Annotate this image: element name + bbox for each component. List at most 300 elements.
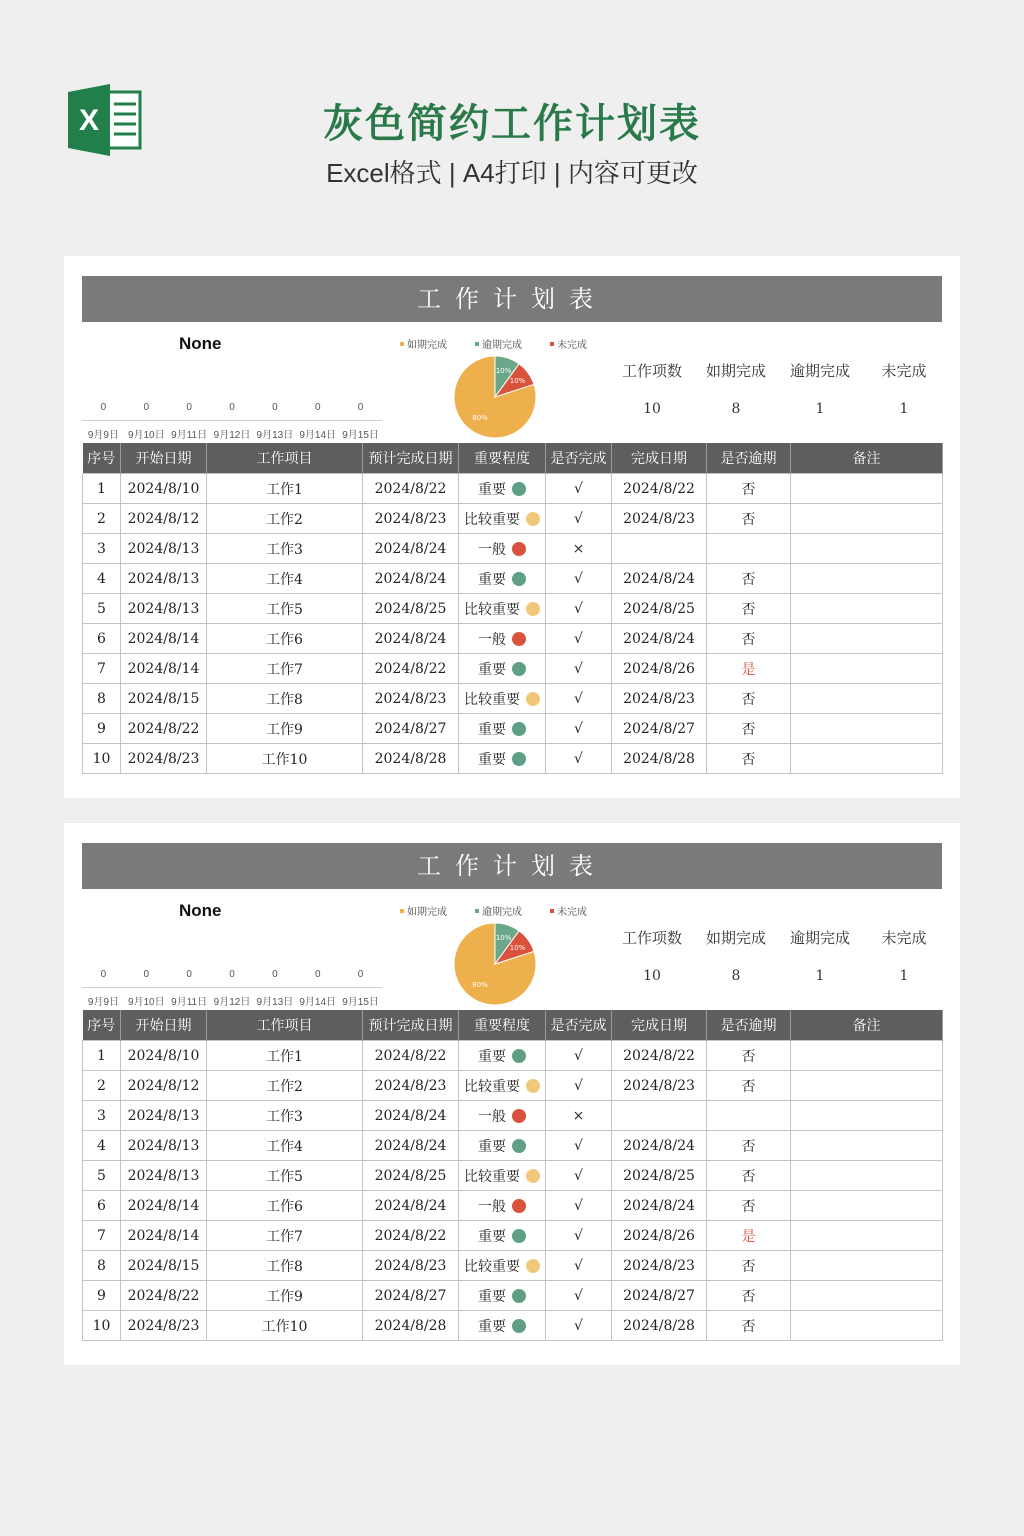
importance-label: 比较重要 (464, 1258, 520, 1275)
table-cell[interactable]: 1 (83, 1041, 121, 1071)
table-cell[interactable]: 2024/8/26 (612, 1221, 707, 1251)
table-cell[interactable]: 2024/8/23 (121, 744, 207, 774)
table-cell[interactable]: 2024/8/24 (612, 564, 707, 594)
importance-label: 重要 (478, 751, 506, 768)
table-cell[interactable]: 否 (707, 744, 791, 774)
importance-dot-icon (512, 752, 526, 766)
table-cell[interactable] (791, 474, 943, 504)
table-cell[interactable]: √ (546, 714, 612, 744)
importance-label: 重要 (478, 661, 506, 678)
table-cell[interactable]: 2024/8/15 (121, 1251, 207, 1281)
table-cell[interactable]: 2024/8/10 (121, 1041, 207, 1071)
table-cell[interactable]: 2024/8/13 (121, 1161, 207, 1191)
table-cell[interactable]: 2024/8/23 (121, 1311, 207, 1341)
table-cell[interactable]: 2024/8/22 (612, 474, 707, 504)
table-cell[interactable]: 否 (707, 504, 791, 534)
table-cell[interactable]: 2024/8/22 (363, 474, 459, 504)
table-row (83, 1191, 943, 1221)
table-cell[interactable]: 工作9 (207, 714, 363, 744)
summary-header: 工作项数 (621, 929, 682, 947)
mini-chart-date: 9月14日 (299, 430, 337, 441)
mini-chart-date: 9月11日 (171, 430, 208, 441)
importance-label: 重要 (478, 1288, 506, 1305)
importance-cell[interactable] (459, 474, 546, 504)
table-cell[interactable]: 否 (707, 474, 791, 504)
legend-label: 未完成 (557, 340, 587, 351)
table-cell[interactable]: 2024/8/13 (121, 594, 207, 624)
column-header: 完成日期 (612, 443, 707, 474)
table-cell[interactable]: 工作1 (207, 1041, 363, 1071)
table-cell[interactable]: 否 (707, 1281, 791, 1311)
importance-label: 重要 (478, 1318, 506, 1335)
table-cell[interactable] (791, 1101, 943, 1131)
table-cell[interactable]: 工作6 (207, 1191, 363, 1221)
table-cell[interactable]: 工作2 (207, 504, 363, 534)
table-row (83, 654, 943, 684)
table-cell[interactable]: 2024/8/13 (121, 1131, 207, 1161)
table-cell[interactable] (707, 1101, 791, 1131)
legend-swatch (475, 909, 479, 913)
legend-item (400, 903, 447, 918)
mini-chart-value: 0 (143, 969, 150, 980)
table-cell[interactable]: √ (546, 1041, 612, 1071)
column-header: 备注 (791, 1010, 943, 1041)
table-cell[interactable]: 10 (83, 1311, 121, 1341)
table-cell[interactable]: √ (546, 624, 612, 654)
column-header: 预计完成日期 (363, 1010, 459, 1041)
table-cell[interactable] (707, 534, 791, 564)
table-cell[interactable]: 否 (707, 714, 791, 744)
pie-data-label: 80% (472, 414, 488, 423)
table-cell[interactable]: × (546, 534, 612, 564)
table-cell[interactable]: 否 (707, 1191, 791, 1221)
table-cell[interactable]: 2024/8/24 (363, 1191, 459, 1221)
legend-swatch (475, 342, 479, 346)
summary-value: 10 (643, 401, 661, 417)
importance-label: 比较重要 (464, 1168, 520, 1185)
table-cell[interactable] (791, 1221, 943, 1251)
table-cell[interactable]: √ (546, 1071, 612, 1101)
column-header: 序号 (83, 443, 121, 474)
summary-value: 8 (731, 401, 741, 417)
legend-label: 逾期完成 (482, 340, 522, 351)
table-cell[interactable]: 2024/8/12 (121, 1071, 207, 1101)
table-cell[interactable]: 2024/8/24 (612, 1191, 707, 1221)
table-cell[interactable]: 2024/8/28 (363, 1311, 459, 1341)
table-cell[interactable]: 2024/8/14 (121, 1221, 207, 1251)
table-cell[interactable]: 工作4 (207, 564, 363, 594)
table-cell[interactable] (791, 1281, 943, 1311)
importance-label: 重要 (478, 571, 506, 588)
importance-dot-icon (512, 1229, 526, 1243)
mini-chart-value: 0 (314, 969, 321, 980)
table-cell[interactable]: 3 (83, 534, 121, 564)
legend-item (475, 903, 522, 918)
importance-cell[interactable] (459, 714, 546, 744)
table-cell[interactable]: 7 (83, 654, 121, 684)
summary-value: 8 (731, 968, 741, 984)
table-cell[interactable]: 工作1 (207, 474, 363, 504)
table-cell[interactable]: 2024/8/27 (363, 714, 459, 744)
importance-label: 一般 (478, 631, 506, 648)
table-cell[interactable]: 2024/8/24 (363, 1131, 459, 1161)
table-cell[interactable]: 工作6 (207, 624, 363, 654)
table-cell[interactable]: 2024/8/23 (363, 684, 459, 714)
mini-chart-value: 0 (229, 402, 235, 413)
table-cell[interactable]: 工作2 (207, 1071, 363, 1101)
plan-sheet (64, 823, 960, 1365)
mini-chart-value: 0 (229, 969, 235, 980)
completion-pie-chart (452, 354, 538, 440)
table-cell[interactable]: 2024/8/28 (612, 1311, 707, 1341)
table-cell[interactable]: 否 (707, 564, 791, 594)
table-cell[interactable]: 否 (707, 1311, 791, 1341)
table-cell[interactable]: 2024/8/28 (612, 744, 707, 774)
importance-cell[interactable] (459, 1071, 546, 1101)
table-cell[interactable]: 工作3 (207, 1101, 363, 1131)
table-cell[interactable]: 2024/8/22 (612, 1041, 707, 1071)
table-cell[interactable]: 2024/8/22 (363, 654, 459, 684)
mini-chart-dates (82, 426, 382, 441)
importance-cell[interactable] (459, 1191, 546, 1221)
column-header: 是否逾期 (707, 443, 791, 474)
table-cell[interactable]: 2024/8/22 (121, 714, 207, 744)
table-cell[interactable]: 工作4 (207, 1131, 363, 1161)
table-cell[interactable]: 工作7 (207, 1221, 363, 1251)
pie-data-label: 10% (495, 933, 512, 942)
table-cell[interactable]: 是 (707, 654, 791, 684)
table-cell[interactable] (791, 504, 943, 534)
table-cell[interactable] (791, 654, 943, 684)
table-cell[interactable]: 2 (83, 1071, 121, 1101)
importance-cell[interactable] (459, 1101, 546, 1131)
table-cell[interactable]: 工作5 (207, 594, 363, 624)
table-cell[interactable]: 2024/8/15 (121, 684, 207, 714)
table-cell[interactable]: √ (546, 1311, 612, 1341)
importance-label: 重要 (478, 1048, 506, 1065)
table-cell[interactable]: √ (546, 1191, 612, 1221)
importance-dot-icon (526, 1259, 540, 1273)
importance-dot-icon (512, 1139, 526, 1153)
table-cell[interactable]: 9 (83, 714, 121, 744)
importance-dot-icon (512, 482, 526, 496)
table-cell[interactable]: 2024/8/24 (363, 1101, 459, 1131)
table-cell[interactable]: √ (546, 594, 612, 624)
completion-pie-chart (452, 921, 538, 1007)
importance-dot-icon (512, 1199, 526, 1213)
importance-dot-icon (526, 512, 540, 526)
table-cell[interactable]: 否 (707, 1131, 791, 1161)
table-row (83, 1161, 943, 1191)
mini-chart-date: 9月11日 (171, 997, 208, 1008)
table-row (83, 1101, 943, 1131)
table-cell[interactable]: 2024/8/14 (121, 1191, 207, 1221)
importance-cell[interactable] (459, 594, 546, 624)
mini-chart-date: 9月13日 (256, 430, 294, 441)
table-cell[interactable]: 工作8 (207, 684, 363, 714)
column-header: 重要程度 (459, 1010, 546, 1041)
table-cell[interactable]: 否 (707, 1071, 791, 1101)
table-cell[interactable]: 2 (83, 504, 121, 534)
table-cell[interactable] (791, 714, 943, 744)
summary-value: 1 (815, 968, 825, 984)
table-cell[interactable]: 2024/8/25 (612, 594, 707, 624)
legend-item (550, 903, 587, 918)
table-cell[interactable]: 工作5 (207, 1161, 363, 1191)
table-row (83, 1071, 943, 1101)
pie-data-label: 10% (509, 377, 526, 386)
importance-cell[interactable] (459, 654, 546, 684)
importance-label: 重要 (478, 481, 506, 498)
table-cell[interactable]: 2024/8/26 (612, 654, 707, 684)
table-cell[interactable]: 2024/8/24 (363, 564, 459, 594)
table-cell[interactable]: 2024/8/24 (363, 624, 459, 654)
table-cell[interactable]: 7 (83, 1221, 121, 1251)
column-header: 开始日期 (121, 1010, 207, 1041)
table-cell[interactable]: 8 (83, 684, 121, 714)
table-cell[interactable]: 2024/8/23 (612, 684, 707, 714)
importance-cell[interactable] (459, 534, 546, 564)
table-cell[interactable]: 6 (83, 1191, 121, 1221)
table-cell[interactable] (612, 534, 707, 564)
pie-data-label: 10% (495, 366, 512, 375)
table-cell[interactable]: 2024/8/27 (612, 1281, 707, 1311)
importance-cell[interactable] (459, 684, 546, 714)
table-cell[interactable] (791, 1191, 943, 1221)
plan-table (82, 443, 943, 774)
table-row (83, 714, 943, 744)
column-header: 是否完成 (546, 443, 612, 474)
importance-label: 重要 (478, 721, 506, 738)
table-cell[interactable]: √ (546, 564, 612, 594)
mini-chart-value: 0 (143, 402, 150, 413)
importance-dot-icon (512, 1049, 526, 1063)
table-cell[interactable]: √ (546, 1161, 612, 1191)
mini-chart-date: 9月12日 (213, 997, 251, 1008)
importance-cell[interactable] (459, 1131, 546, 1161)
table-cell[interactable]: 2024/8/14 (121, 624, 207, 654)
table-cell[interactable]: 9 (83, 1281, 121, 1311)
mini-chart-value: 0 (100, 402, 107, 413)
table-cell[interactable]: √ (546, 654, 612, 684)
table-cell[interactable]: 工作9 (207, 1281, 363, 1311)
importance-cell[interactable] (459, 504, 546, 534)
table-cell[interactable]: 2024/8/13 (121, 1101, 207, 1131)
table-cell[interactable]: √ (546, 1131, 612, 1161)
table-cell[interactable] (791, 744, 943, 774)
table-cell[interactable] (791, 594, 943, 624)
importance-cell[interactable] (459, 1251, 546, 1281)
column-header: 是否逾期 (707, 1010, 791, 1041)
summary-value: 1 (815, 401, 825, 417)
table-row (83, 504, 943, 534)
importance-label: 比较重要 (464, 601, 520, 618)
mini-chart-value: 0 (186, 402, 192, 413)
table-cell[interactable]: 工作10 (207, 744, 363, 774)
table-cell[interactable]: 2024/8/14 (121, 654, 207, 684)
table-cell[interactable]: 2024/8/13 (121, 564, 207, 594)
legend-swatch (400, 342, 404, 346)
plan-table (82, 1010, 943, 1341)
column-header: 工作项目 (207, 443, 363, 474)
table-row (83, 744, 943, 774)
importance-cell[interactable] (459, 1281, 546, 1311)
table-row (83, 594, 943, 624)
mini-chart-date: 9月15日 (342, 997, 379, 1008)
column-header: 预计完成日期 (363, 443, 459, 474)
importance-cell[interactable] (459, 1041, 546, 1071)
pie-data-label: 80% (472, 981, 488, 990)
mini-chart-date: 9月10日 (127, 997, 165, 1008)
table-cell[interactable]: 1 (83, 474, 121, 504)
legend-label: 如期完成 (407, 907, 447, 918)
table-cell[interactable]: 2024/8/23 (612, 1071, 707, 1101)
mini-chart-axis (82, 987, 382, 988)
table-cell[interactable]: √ (546, 474, 612, 504)
table-cell[interactable]: 2024/8/25 (363, 1161, 459, 1191)
table-cell[interactable]: 2024/8/25 (612, 1161, 707, 1191)
legend-swatch (400, 909, 404, 913)
table-cell[interactable]: 6 (83, 624, 121, 654)
table-cell[interactable]: √ (546, 1251, 612, 1281)
importance-dot-icon (526, 1169, 540, 1183)
table-row (83, 1311, 943, 1341)
importance-dot-icon (526, 1079, 540, 1093)
table-cell[interactable]: 2024/8/23 (363, 1071, 459, 1101)
table-cell[interactable]: 2024/8/22 (363, 1041, 459, 1071)
table-cell[interactable]: 否 (707, 684, 791, 714)
summary-header: 如期完成 (705, 929, 766, 947)
table-cell[interactable]: 否 (707, 1251, 791, 1281)
table-cell[interactable]: 2024/8/28 (363, 744, 459, 774)
table-cell[interactable]: √ (546, 1281, 612, 1311)
table-cell[interactable]: 工作10 (207, 1311, 363, 1341)
importance-dot-icon (512, 722, 526, 736)
importance-dot-icon (526, 692, 540, 706)
table-cell[interactable] (612, 1101, 707, 1131)
mini-chart-date: 9月15日 (342, 430, 379, 441)
table-cell[interactable]: 2024/8/27 (363, 1281, 459, 1311)
importance-label: 比较重要 (464, 511, 520, 528)
table-cell[interactable]: 4 (83, 564, 121, 594)
table-cell[interactable]: 工作3 (207, 534, 363, 564)
table-cell[interactable]: 2024/8/10 (121, 474, 207, 504)
pie-data-label: 10% (509, 944, 526, 953)
table-row (83, 1131, 943, 1161)
table-cell[interactable]: √ (546, 744, 612, 774)
importance-dot-icon (512, 572, 526, 586)
table-cell[interactable]: 2024/8/27 (612, 714, 707, 744)
table-cell[interactable]: 否 (707, 1041, 791, 1071)
table-row (83, 684, 943, 714)
mini-chart-value: 0 (272, 969, 278, 980)
table-row (83, 624, 943, 654)
summary-header: 如期完成 (705, 362, 766, 380)
summary-panel (610, 360, 946, 417)
table-row (83, 534, 943, 564)
table-cell[interactable]: 2024/8/23 (612, 1251, 707, 1281)
column-header: 重要程度 (459, 443, 546, 474)
table-cell[interactable] (791, 624, 943, 654)
legend-label: 如期完成 (407, 340, 447, 351)
importance-cell[interactable] (459, 1221, 546, 1251)
table-cell[interactable] (791, 564, 943, 594)
table-cell[interactable]: 3 (83, 1101, 121, 1131)
importance-label: 比较重要 (464, 1078, 520, 1095)
legend-item (550, 336, 587, 351)
table-cell[interactable]: 4 (83, 1131, 121, 1161)
mini-chart-date: 9月9日 (87, 430, 119, 441)
table-cell[interactable]: × (546, 1101, 612, 1131)
summary-value: 1 (899, 401, 909, 417)
importance-label: 重要 (478, 1228, 506, 1245)
mini-chart-values (82, 402, 382, 413)
page-subtitle: Excel格式 | A4打印 | 内容可更改 (326, 158, 698, 188)
table-cell[interactable]: √ (546, 504, 612, 534)
pie-legend (400, 903, 587, 918)
summary-header: 未完成 (881, 362, 927, 380)
table-cell[interactable]: √ (546, 684, 612, 714)
importance-cell[interactable] (459, 624, 546, 654)
table-cell[interactable]: 2024/8/12 (121, 504, 207, 534)
table-cell[interactable]: 2024/8/25 (363, 594, 459, 624)
table-row (83, 564, 943, 594)
table-cell[interactable]: 工作8 (207, 1251, 363, 1281)
table-cell[interactable]: 2024/8/23 (612, 504, 707, 534)
importance-label: 比较重要 (464, 691, 520, 708)
table-cell[interactable] (791, 684, 943, 714)
table-cell[interactable] (791, 1251, 943, 1281)
importance-cell[interactable] (459, 564, 546, 594)
table-cell[interactable]: 否 (707, 594, 791, 624)
table-cell[interactable]: 2024/8/22 (121, 1281, 207, 1311)
mini-chart-value: 0 (357, 402, 364, 413)
sheet-header: 工作计划表 (82, 843, 942, 889)
legend-swatch (550, 342, 554, 346)
table-cell[interactable] (791, 1131, 943, 1161)
column-header: 工作项目 (207, 1010, 363, 1041)
sheet-header: 工作计划表 (82, 276, 942, 322)
table-cell[interactable]: 是 (707, 1221, 791, 1251)
table-cell[interactable]: 10 (83, 744, 121, 774)
table-cell[interactable]: 2024/8/23 (363, 504, 459, 534)
legend-item (475, 336, 522, 351)
table-cell[interactable]: 5 (83, 1161, 121, 1191)
table-cell[interactable] (791, 1311, 943, 1341)
table-cell[interactable]: 否 (707, 1161, 791, 1191)
table-cell[interactable]: 2024/8/13 (121, 534, 207, 564)
table-cell[interactable]: 8 (83, 1251, 121, 1281)
table-cell[interactable] (791, 534, 943, 564)
table-cell[interactable]: 工作7 (207, 654, 363, 684)
importance-cell[interactable] (459, 1161, 546, 1191)
table-cell[interactable]: 2024/8/22 (363, 1221, 459, 1251)
table-cell[interactable] (791, 1071, 943, 1101)
importance-cell[interactable] (459, 1311, 546, 1341)
table-cell[interactable]: 2024/8/24 (612, 1131, 707, 1161)
importance-cell[interactable] (459, 744, 546, 774)
table-cell[interactable] (791, 1041, 943, 1071)
summary-header: 逾期完成 (789, 362, 850, 380)
table-cell[interactable] (791, 1161, 943, 1191)
table-cell[interactable]: 2024/8/23 (363, 1251, 459, 1281)
importance-dot-icon (526, 602, 540, 616)
table-cell[interactable]: 2024/8/24 (363, 534, 459, 564)
table-cell[interactable]: 5 (83, 594, 121, 624)
table-cell[interactable]: 2024/8/24 (612, 624, 707, 654)
table-cell[interactable]: √ (546, 1221, 612, 1251)
table-cell[interactable]: 否 (707, 624, 791, 654)
